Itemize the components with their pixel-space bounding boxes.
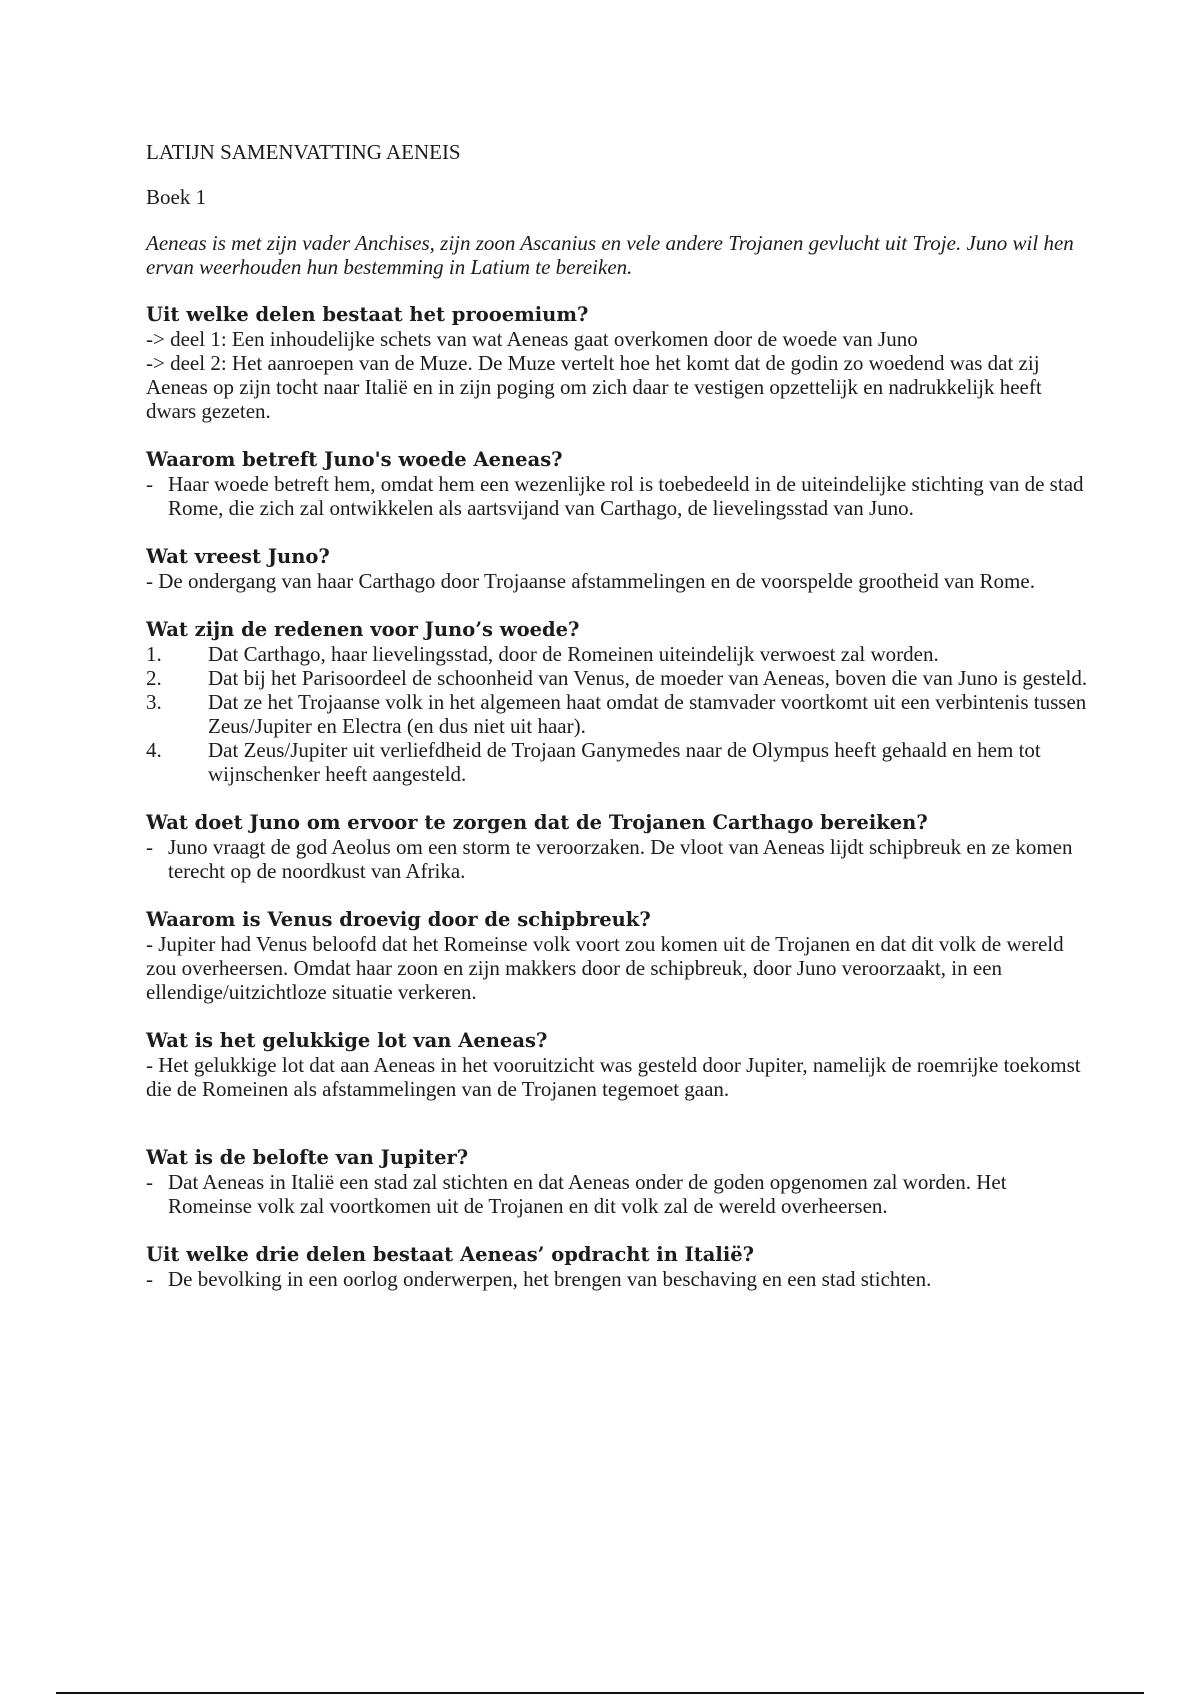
document-page: [146, 140, 1091, 1316]
footer-divider: [56, 1692, 1144, 1694]
section-juno-storm: [146, 811, 1091, 883]
question-heading: Uit welke drie delen bestaat Aeneas’ opdracht in Italië?: [146, 1243, 755, 1266]
list-item: [146, 835, 1091, 883]
list-item: [146, 666, 1091, 690]
question-heading: Waarom betreft Juno's woede Aeneas?: [146, 448, 563, 471]
answer-list: [146, 1267, 1091, 1291]
section-wat-vreest-juno: [146, 545, 1091, 593]
list-item: [146, 738, 1091, 786]
question-heading: Wat doet Juno om ervoor te zorgen dat de Trojanen Carthago bereiken?: [146, 811, 928, 834]
question-heading: Uit welke delen bestaat het prooemium?: [146, 303, 589, 326]
numbered-list: [146, 642, 1091, 786]
section-belofte-jupiter: [146, 1146, 1091, 1218]
question-heading: Wat vreest Juno?: [146, 545, 330, 568]
answer-text: Juno vraagt de god Aeolus om een storm te veroorzaken. De vloot van Aeneas lijdt schipbreuk en ze komen terecht op de noordkust van Afrika.: [168, 835, 1073, 883]
section-prooemium: [146, 303, 1091, 423]
section-opdracht-italie: [146, 1243, 1091, 1291]
question-heading: Waarom is Venus droevig door de schipbreuk?: [146, 908, 651, 931]
question-heading: Wat is de belofte van Jupiter?: [146, 1146, 469, 1169]
answer-list: [146, 835, 1091, 883]
section-juno-woede-aeneas: [146, 448, 1091, 520]
section-venus-droevig: [146, 908, 1091, 1004]
list-item: [146, 642, 1091, 666]
dash-marker: -: [146, 1267, 153, 1291]
book-label: Boek 1: [146, 185, 207, 209]
document-title: LATIJN SAMENVATTING AENEIS: [146, 140, 461, 164]
answer-text: De bevolking in een oorlog onderwerpen, het brengen van beschaving en een stad stichten.: [168, 1267, 932, 1291]
list-number: 3.: [146, 690, 162, 714]
list-item: [146, 1170, 1091, 1218]
answer-text: - Het gelukkige lot dat aan Aeneas in het vooruitzicht was gesteld door Jupiter, namelijk de roemrijke toekomst die de Romeinen als afstammelingen van de Trojanen tegemoet gaan.: [146, 1053, 1081, 1101]
answer-text: Dat Aeneas in Italië een stad zal stichten en dat Aeneas onder de goden opgenomen zal worden. Het Romeinse volk zal voortkomen uit de Trojanen en dit volk zal de wereld overheersen.: [168, 1170, 1007, 1218]
list-item-text: Dat bij het Parisoordeel de schoonheid van Venus, de moeder van Aeneas, boven die van Juno is gesteld.: [208, 666, 1088, 690]
list-item: [146, 472, 1091, 520]
answer-line: -> deel 2: Het aanroepen van de Muze. De Muze vertelt hoe het komt dat de godin zo woedend was dat zij Aeneas op zijn tocht naar Italië en in zijn poging om zich daar te vestigen opzettelijk en nadrukkelijk heeft dwars gezeten.: [146, 351, 1042, 423]
list-item-text: Dat Carthago, haar lievelingsstad, door de Romeinen uiteindelijk verwoest zal worden.: [208, 642, 939, 666]
dash-marker: -: [146, 835, 153, 859]
question-heading: Wat is het gelukkige lot van Aeneas?: [146, 1029, 548, 1052]
answer-text: Haar woede betreft hem, omdat hem een wezenlijke rol is toebedeeld in de uiteindelijke stichting van de stad Rome, die zich zal ontwikkelen als aartsvijand van Carthago, de lievelingsstad van Juno.: [168, 472, 1084, 520]
dash-marker: -: [146, 1170, 153, 1194]
answer-text: - Jupiter had Venus beloofd dat het Romeinse volk voort zou komen uit de Trojanen en dat dit volk de wereld zou overheersen. Omdat haar zoon en zijn makkers door de schipbreuk, door Juno veroorzaakt, in een ellendige/uitzichtloze situatie verkeren.: [146, 932, 1064, 1004]
section-gelukkige-lot: [146, 1029, 1091, 1101]
answer-line: -> deel 1: Een inhoudelijke schets van wat Aeneas gaat overkomen door de woede van Juno: [146, 327, 918, 351]
dash-marker: -: [146, 472, 153, 496]
answer-list: [146, 472, 1091, 520]
list-item: [146, 1267, 1091, 1291]
list-number: 2.: [146, 666, 162, 690]
answer-list: [146, 1170, 1091, 1218]
list-number: 1.: [146, 642, 162, 666]
section-redenen-woede: [146, 618, 1091, 786]
intro-paragraph: Aeneas is met zijn vader Anchises, zijn zoon Ascanius en vele andere Trojanen gevlucht uit Troje. Juno wil hen ervan weerhouden hun bestemming in Latium te bereiken.: [146, 231, 1074, 279]
list-item-text: Dat ze het Trojaanse volk in het algemeen haat omdat de stamvader voortkomt uit een verbintenis tussen Zeus/Jupiter en Electra (en dus niet uit haar).: [208, 690, 1087, 738]
answer-text: - De ondergang van haar Carthago door Trojaanse afstammelingen en de voorspelde grootheid van Rome.: [146, 569, 1035, 593]
list-item-text: Dat Zeus/Jupiter uit verliefdheid de Trojaan Ganymedes naar de Olympus heeft gehaald en hem tot wijnschenker heeft aangesteld.: [208, 738, 1041, 786]
list-number: 4.: [146, 738, 162, 762]
question-heading: Wat zijn de redenen voor Juno’s woede?: [146, 618, 580, 641]
list-item: [146, 690, 1091, 738]
